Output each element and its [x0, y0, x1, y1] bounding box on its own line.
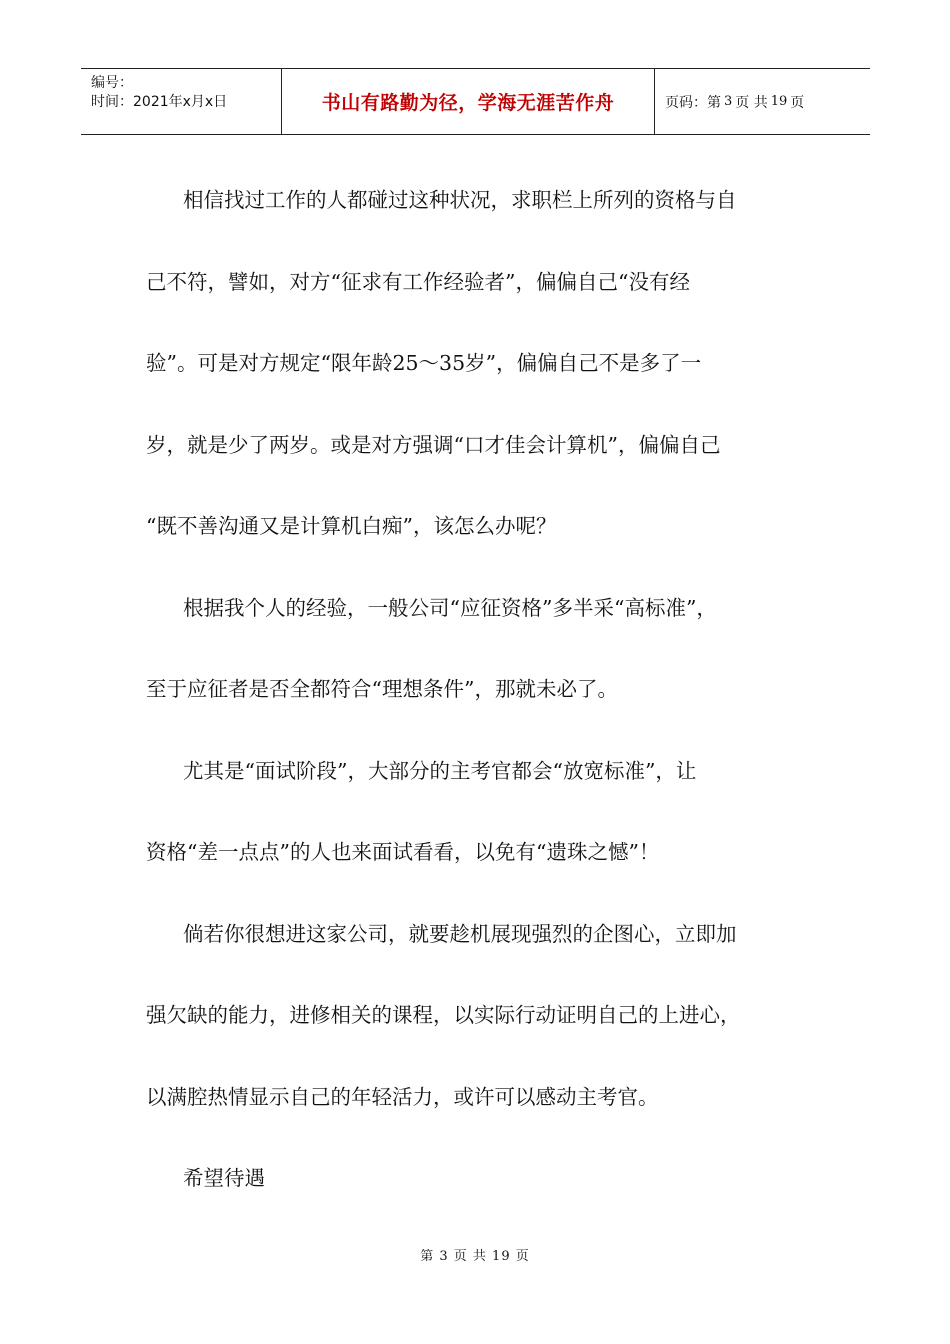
paragraph-line: 验”。可是对方规定“限年龄25～35岁”，偏偏自己不是多了一: [146, 351, 702, 375]
document-number-label: 编号：: [91, 75, 133, 91]
paragraph-line: 以满腔热情显示自己的年轻活力，或许可以感动主考官。: [146, 1084, 659, 1109]
paragraph-line: 己不符，譬如，对方“征求有工作经验者”，偏偏自己“没有经: [146, 269, 690, 294]
page-mid: 页 共: [735, 94, 768, 111]
page-footer: 第 3 页 共 19 页: [420, 1249, 530, 1264]
paragraph-line: 尤其是“面试阶段”，大部分的主考官都会“放宽标准”，让: [183, 758, 697, 783]
paragraph-line: 岁，就是少了两岁。或是对方强调“口才佳会计算机”，偏偏自己: [146, 432, 721, 457]
paragraph-line: 至于应征者是否全都符合“理想条件”，那就未必了。: [146, 677, 618, 701]
header-motto: 书山有路勤为径，学海无涯苦作舟: [282, 69, 655, 134]
page-prefix: 页码：第: [665, 94, 721, 111]
paragraph-line: 强欠缺的能力，进修相关的课程，以实际行动证明自己的上进心，: [146, 1003, 741, 1027]
document-body: [146, 160, 806, 1220]
paragraph-line: 根据我个人的经验，一般公司“应征资格”多半采“高标准”，: [183, 595, 717, 620]
section-heading: 希望待遇: [183, 1166, 265, 1190]
paragraph-line: 倘若你很想进这家公司，就要趁机展现强烈的企图心，立即加: [183, 921, 737, 946]
header-page-number: [655, 69, 870, 134]
page-total: 19: [770, 94, 788, 109]
paragraph-line: 相信找过工作的人都碰过这种状况，求职栏上所列的资格与自: [183, 188, 737, 212]
header-meta: [81, 69, 282, 134]
page-current: 3: [724, 94, 733, 109]
page-header: [81, 68, 870, 135]
paragraph-line: “既不善沟通又是计算机白痴”，该怎么办呢？: [146, 514, 557, 538]
page-suffix: 页: [790, 94, 805, 111]
paragraph-line: 资格“差一点点”的人也来面试看看，以免有“遗珠之憾”！: [146, 840, 660, 864]
document-time-label: 时间：2021年x月x日: [91, 94, 228, 110]
